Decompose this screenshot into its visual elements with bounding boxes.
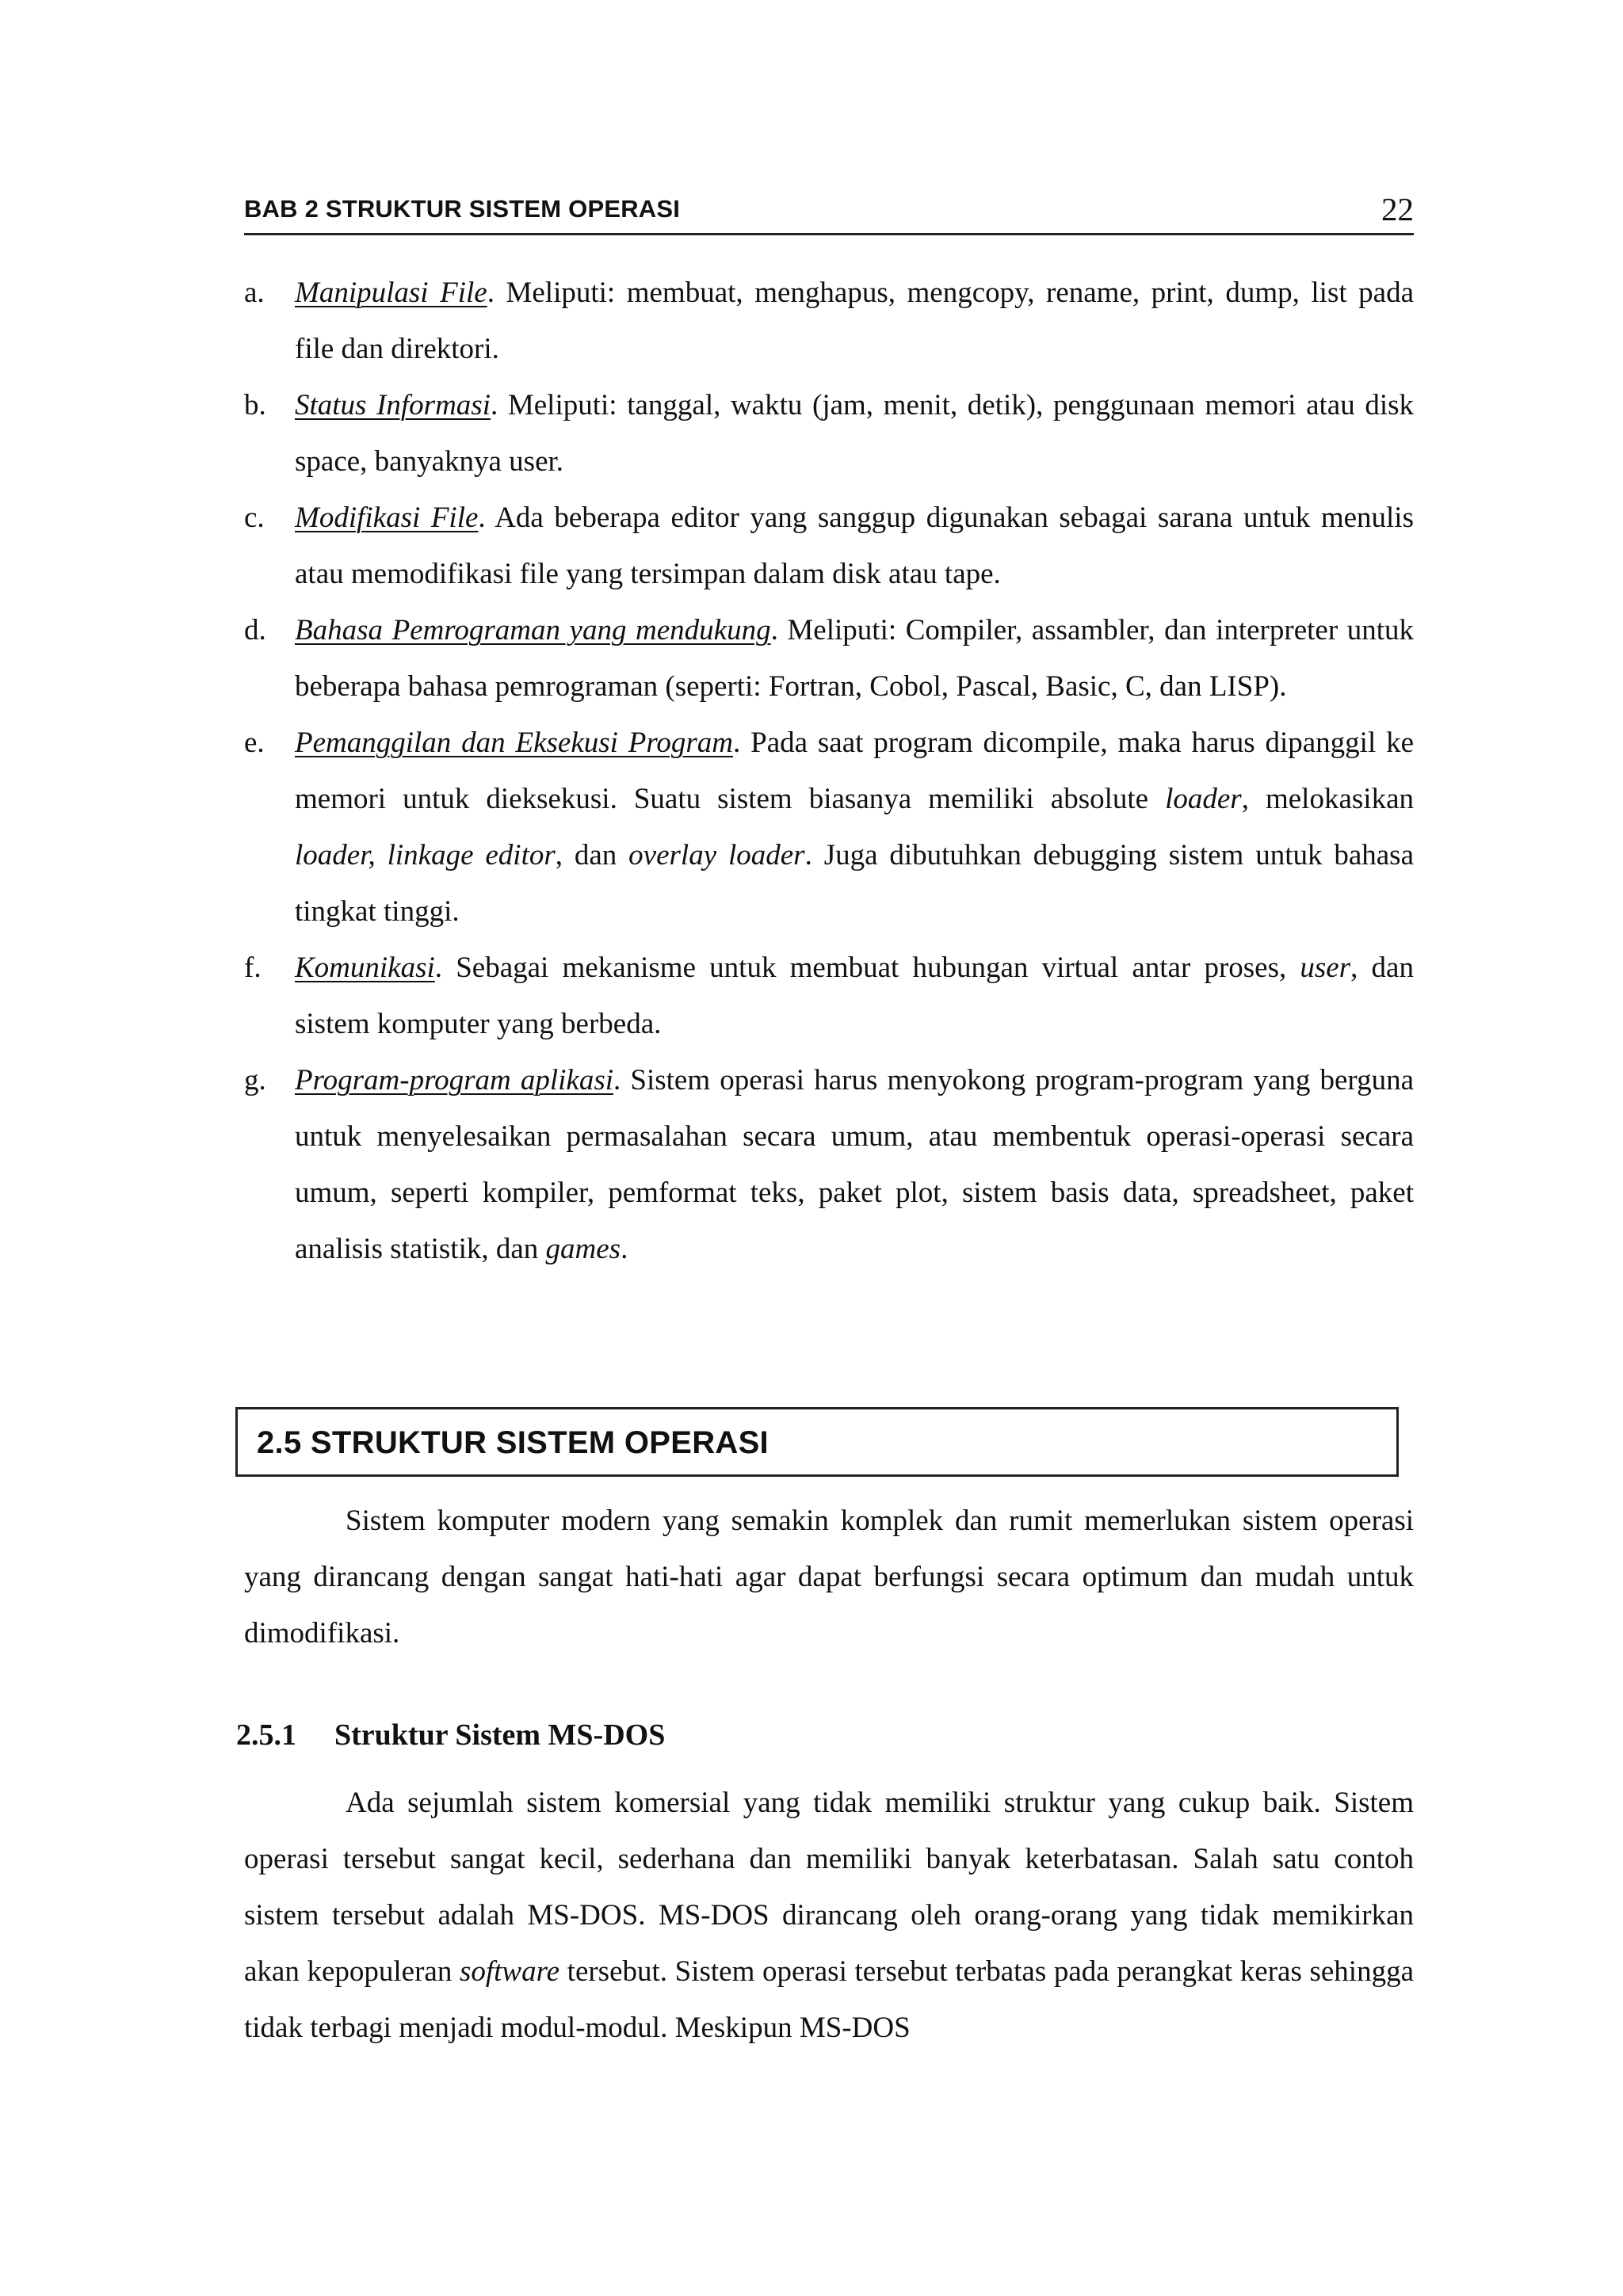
item-term: user (1300, 952, 1351, 984)
paragraph-text: Ada sejumlah sistem komersial yang tidak memiliki struktur yang cukup baik. Sistem operasi tersebut sangat kecil, sederhana dan memiliki banyak keterbatasan. Salah satu contoh sistem tersebut adalah MS-DOS. MS-DOS dirancang oleh orang-orang yang tidak memikirkan akan kepopuleran (244, 1787, 1414, 1988)
item-title: Pemanggilan dan Eksekusi Program (295, 727, 734, 759)
item-text: . Juga dibutuhkan debugging sistem untuk bahasa tingkat tinggi. (295, 839, 1414, 928)
list-marker: f. (244, 952, 262, 984)
running-header (244, 190, 1414, 235)
subsection-title: Struktur Sistem MS-DOS (334, 1718, 666, 1752)
item-term: games (545, 1233, 621, 1265)
item-text: . Ada beberapa editor yang sanggup digunakan sebagai sarana untuk menulis atau memodifikasi file yang tersimpan dalam disk atau tape. (295, 502, 1414, 590)
item-title: Modifikasi File (295, 502, 479, 534)
item-text: . Meliputi: tanggal, waktu (jam, menit, detik), penggunaan memori atau disk space, banyaknya user. (295, 389, 1414, 478)
item-text: . Sebagai mekanisme untuk membuat hubungan virtual antar proses, (434, 952, 1300, 984)
section-title: 2.5 STRUKTUR SISTEM OPERASI (257, 1425, 769, 1460)
item-text: . Meliputi: membuat, menghapus, mengcopy, rename, print, dump, list pada file dan direktori. (295, 277, 1414, 365)
item-title: Status Informasi (295, 389, 491, 421)
list-marker: g. (244, 1064, 266, 1097)
item-text: . Pada saat program dicompile, maka harus dipanggil ke memori untuk dieksekusi. Suatu sistem biasanya memiliki absolute (295, 727, 1414, 815)
paragraph-term: software (459, 1955, 560, 1988)
item-term: overlay loader (628, 839, 805, 871)
item-title: Bahasa Pemrograman yang mendukung (295, 614, 771, 646)
page-number: 22 (1381, 191, 1414, 227)
chapter-title: BAB 2 STRUKTUR SISTEM OPERASI (244, 195, 681, 223)
item-text: . (621, 1233, 628, 1265)
item-text: , dan (555, 839, 629, 871)
item-term: loader (1165, 783, 1242, 815)
list-marker: e. (244, 727, 265, 759)
list-item (244, 377, 1414, 490)
list-marker: b. (244, 389, 266, 421)
list-item (244, 715, 1414, 940)
section-paragraph: Sistem komputer modern yang semakin komplek dan rumit memerlukan sistem operasi yang dirancang dengan sangat hati-hati agar dapat berfungsi secara optimum dan mudah untuk dimodifikasi. (244, 1505, 1414, 1650)
list-marker: c. (244, 502, 265, 534)
subsection-paragraph (244, 1775, 1414, 2056)
list-marker: d. (244, 614, 266, 646)
feature-list (244, 265, 1414, 1277)
list-item (244, 265, 1414, 377)
list-item (244, 490, 1414, 602)
list-item (244, 1052, 1414, 1277)
item-text: . Sistem operasi harus menyokong program-program yang berguna untuk menyelesaikan permasalahan secara umum, atau membentuk operasi-operasi secara umum, seperti kompiler, pemformat teks, paket plot, sistem basis data, spreadsheet, paket analisis statistik, dan (295, 1064, 1414, 1265)
list-marker: a. (244, 277, 265, 309)
item-text: , dan sistem komputer yang berbeda. (295, 952, 1414, 1040)
item-title: Manipulasi File (295, 277, 487, 309)
item-term: loader, linkage editor (295, 839, 556, 871)
item-title: Komunikasi (295, 952, 435, 984)
list-item (244, 940, 1414, 1052)
subsection-heading (236, 1718, 665, 1753)
section-heading-box (235, 1407, 1399, 1477)
item-text: . Meliputi: Compiler, assambler, dan interpreter untuk beberapa bahasa pemrograman (seperti: Fortran, Cobol, Pascal, Basic, C, dan LISP). (295, 614, 1414, 703)
list-item (244, 602, 1414, 715)
item-title: Program-program aplikasi (295, 1064, 613, 1097)
item-text: , melokasikan (1241, 783, 1414, 815)
paragraph-text: tersebut. Sistem operasi tersebut terbatas pada perangkat keras sehingga tidak terbagi menjadi modul-modul. Meskipun MS-DOS (244, 1955, 1414, 2044)
subsection-number: 2.5.1 (236, 1718, 296, 1752)
